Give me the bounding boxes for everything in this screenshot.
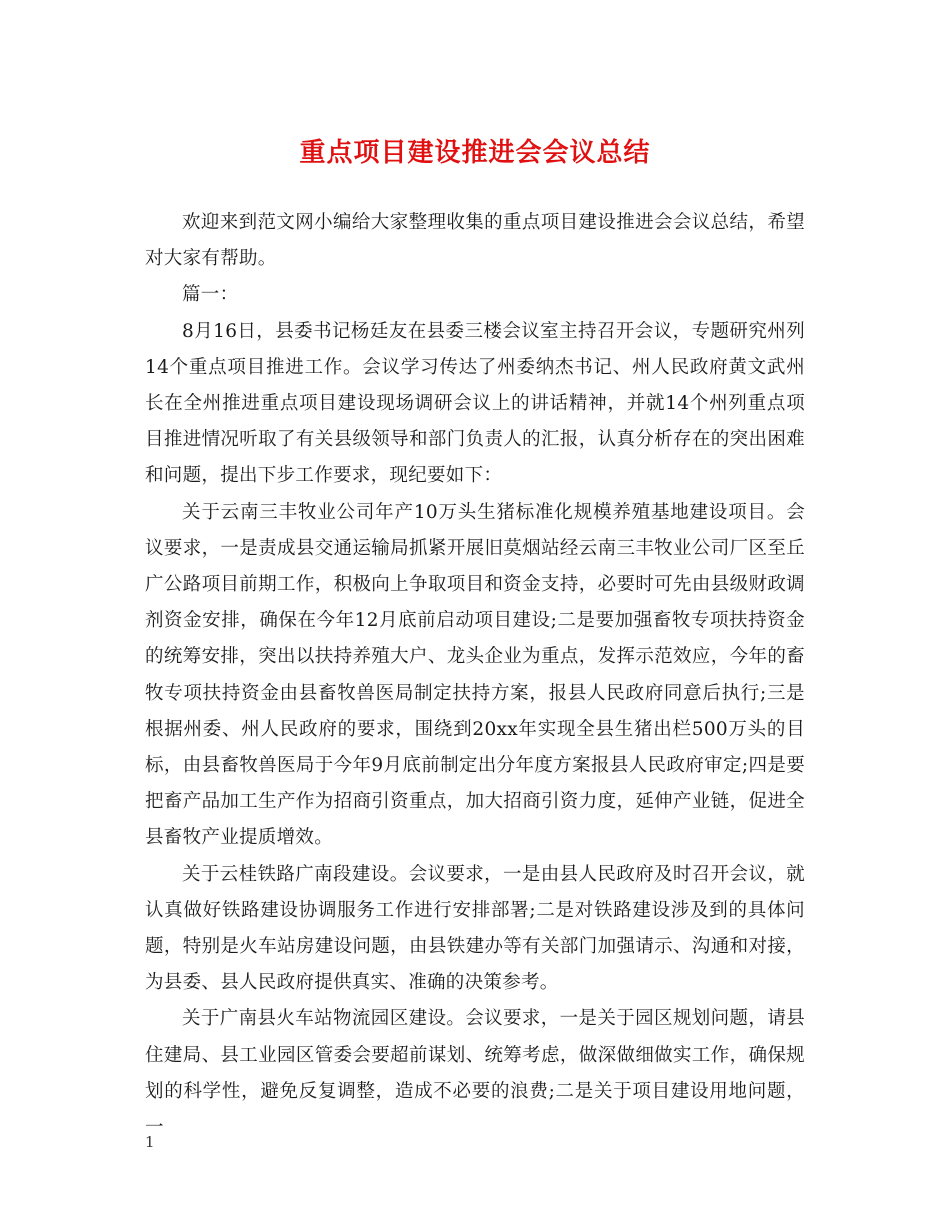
document-body (145, 205, 805, 1146)
document-title: 重点项目建设推进会会议总结 (299, 138, 651, 168)
paragraph-pig-farming-project: 关于云南三丰牧业公司年产10万头生猪标准化规模养殖基地建设项目。会议要求，一是责成县交通运输局抓紧开展旧莫烟站经云南三丰牧业公司厂区至丘广公路项目前期工作，积极向上争取项目和资金支持，必要时可先由县级财政调剂资金安排，确保在今年12月底前启动项目建设;二是要加强畜牧专项扶持资金的统筹安排，突出以扶持养殖大户、龙头企业为重点，发挥示范效应，今年的畜牧专项扶持资金由县畜牧兽医局制定扶持方案，报县人民政府同意后执行;三是根据州委、州人民政府的要求，围绕到20xx年实现全县生猪出栏500万头的目标，由县畜牧兽医局于今年9月底前制定出分年度方案报县人民政府审定;四是要把畜产品加工生产作为招商引资重点，加大招商引资力度，延伸产业链，促进全县畜牧产业提质增效。 (145, 501, 805, 849)
paragraph-intro: 欢迎来到范文网小编给大家整理收集的重点项目建设推进会会议总结，希望对大家有帮助。 (145, 212, 805, 270)
page-number: 1 (145, 1133, 155, 1151)
paragraph-section-label: 篇一： (182, 284, 239, 306)
paragraph-meeting-overview: 8月16日，县委书记杨廷友在县委三楼会议室主持召开会议，专题研究州列14个重点项目推进工作。会议学习传达了州委纳杰书记、州人民政府黄文武州长在全州推进重点项目建设现场调研会议上的讲话精神，并就14个州列重点项目推进情况听取了有关县级领导和部门负责人的汇报，认真分析存在的突出困难和问题，提出下步工作要求，现纪要如下： (145, 320, 805, 487)
paragraph-logistics-park: 关于广南县火车站物流园区建设。会议要求，一是关于园区规划问题，请县住建局、县工业园区管委会要超前谋划、统筹考虑，做深做细做实工作，确保规划的科学性，避免反复调整，造成不必要的浪费;二是关于项目建设用地问题，一 (145, 1008, 805, 1139)
paragraph-railway-construction: 关于云桂铁路广南段建设。会议要求，一是由县人民政府及时召开会议，就认真做好铁路建设协调服务工作进行安排部署;二是对铁路建设涉及到的具体问题，特别是火车站房建设问题，由县铁建办等有关部门加强请示、沟通和对接，为县委、县人民政府提供真实、准确的决策参考。 (145, 863, 805, 994)
